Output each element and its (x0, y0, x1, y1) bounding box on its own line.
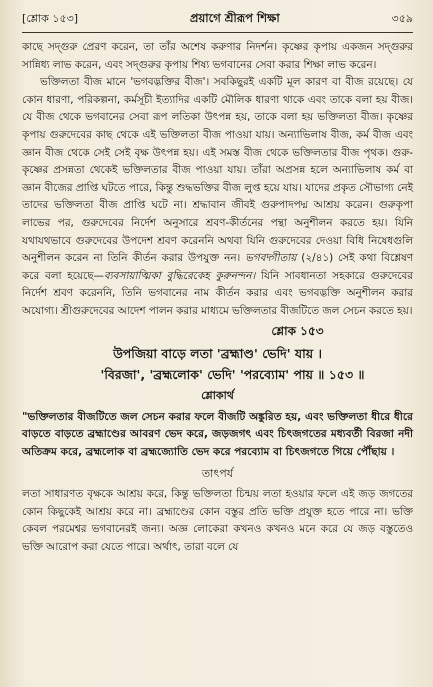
paragraph-2 (22, 74, 413, 320)
verse-line-2: 'বিরজা', 'ব্রহ্মলোক' ভেদি' 'পরব্যোম' পায় ॥ ১৫৩ ॥ (100, 366, 365, 382)
scripture-quote: ব্যবসায়াত্মিকা বুদ্ধিরেকেহ কুরুনন্দন। (103, 269, 256, 282)
paragraph-2-text-b: (২/৪১) সেই কথা বিশ্লেষণ করে বলা হয়েছে— (22, 252, 413, 282)
scripture-title: ভগবদ্গীতায় (245, 252, 297, 265)
purport-heading: তাৎপর্য (201, 467, 234, 481)
paragraph-2-text-c: যিনি সাবধানতা সহকারে গুরুদেবের নির্দেশ শ্রবণ করেননি, তিনি ভগবানের নাম কীর্তন করার এবং ভগবদ্ভক্তি অনুশীলন করার অযোগ্য। শ্রীগুরুদেবের আদেশ পালন করার মাধ্যমে ভক্তিলতার বীজটিতে জল সেচন করতে হয়। (22, 269, 413, 317)
verse-heading: শ্লোক ১৫৩ (271, 323, 324, 338)
verse-text (22, 343, 413, 385)
paragraph-1: কাছে সদ্‌গুরু প্রেরণ করেন, তা তাঁর অশেষ করুণার নিদর্শন। কৃষ্ণের কৃপায় একজন সদ্‌গুরুর সান্নিধ্য লাভ করেন, এবং সদ্‌গুরুর কৃপায় শিষ্য ভগবানের সেবা করার শিক্ষা লাভ করেন। (22, 41, 413, 71)
chapter-title: প্রয়াগে শ্রীরূপ শিক্ষা (189, 11, 280, 25)
page-body (22, 39, 413, 321)
translation-heading: শ্লোকার্থ (201, 388, 234, 402)
purport-text: লতা সাধারণত বৃক্ষকে আশ্রয় করে, কিন্তু ভক্তিলতা চিন্ময় লতা হওয়ার ফলে এই জড় জগতের কোন কিছুকেই আশ্রয় করে না। ব্রহ্মাণ্ডের কোন বস্তুর প্রতি ভক্তি প্রযুক্ত হতে পারে না। ভক্তি কেবল পরমেশ্বর ভগবানেরই জন্য। অজ্ঞ লোকেরা কখনও কখনও মনে করে যে জড় বস্তুতেও ভক্তি আরোপ করা যেতে পারে। অর্থাৎ, তারা বলে যে (22, 488, 413, 554)
verse-reference: [শ্লোক ১৫৩] (22, 12, 79, 25)
page-number: ৩৫৯ (391, 12, 413, 25)
purport-body (22, 486, 413, 556)
paragraph-2-text-a: ভক্তিলতা বীজ মানে 'ভগবদ্ভক্তির বীজ'। সবকিছুরই একটি মূল কারণ বা বীজ রয়েছে। যে কোন ধারণা, পরিকল্পনা, কর্মসূচী ইত্যাদির একটি মৌলিক ধারণা থাকে এবং তাকে বলা হয় বীজ। যে বীজ থেকে ভগবানের সেবা রূপ লতিকা উৎপন্ন হয়, তাকে বলা হয় ভক্তিলতা বীজ। কৃষ্ণের কৃপায় গুরুদেবের কাছ থেকে এই ভক্তিলতা বীজ পাওয়া যায়। অন্যাভিলাষ বীজ, কর্ম বীজ এবং জ্ঞান বীজ থেকে সেই সেই বৃক্ষ উৎপন্ন হয়। এই সমস্ত বীজ থেকে ভক্তিলতার বীজ পৃথক। গুরু-কৃষ্ণের প্রসন্নতা থেকেই ভক্তিলতার বীজ পাওয়া যায়। তাঁরা অপ্রসন্ন হলে অন্যাভিলাষ কর্ম বা জ্ঞান বীজের প্রাপ্তি ঘটতে পারে, কিন্তু শুদ্ধভক্তির বীজ লুপ্ত হয়ে যায়। যাদের প্রকৃত সৌভাগ্য নেই তাদের ভক্তিলতা বীজ প্রাপ্তি ঘটে না। শ্রদ্ধাবান জীবই গুরুপাদপদ্ম আশ্রয় করেন। গুরুকৃপা লাভের পর, গুরুদেবের নির্দেশ অনুসারে শ্রবণ-কীর্তনের পন্থা অনুশীলন করতে হয়। যিনি যথাযথভাবে গুরুদেবের উপদেশ শ্রবণ করেননি অথবা যিনি গুরুদেবের দেওয়া বিধি নিষেধগুলি অনুশীলন করেন না তিনি কীর্তন করার উপযুক্ত নন। (22, 76, 413, 265)
translation-text: "ভক্তিলতার বীজটিতে জল সেচন করার ফলে বীজটি অঙ্কুরিত হয়, এবং ভক্তিলতা ধীরে ধীরে বাড়তে বাড়তে ব্রহ্মাণ্ডের আবরণ ভেদ করে, জড়জগৎ এবং চিৎজগতের মধ্যবর্তী বিরজা নদী অতিক্রম করে, ব্রহ্মলোক বা ব্রহ্মজ্যোতি ভেদ করে পরব্যোম বা চিৎজগতে গিয়ে পৌঁছায় । (22, 410, 413, 458)
running-header (22, 10, 413, 33)
verse-line-1: উপজিয়া বাড়ে লতা 'ব্রহ্মাণ্ড' ভেদি' যায় । (113, 345, 322, 361)
